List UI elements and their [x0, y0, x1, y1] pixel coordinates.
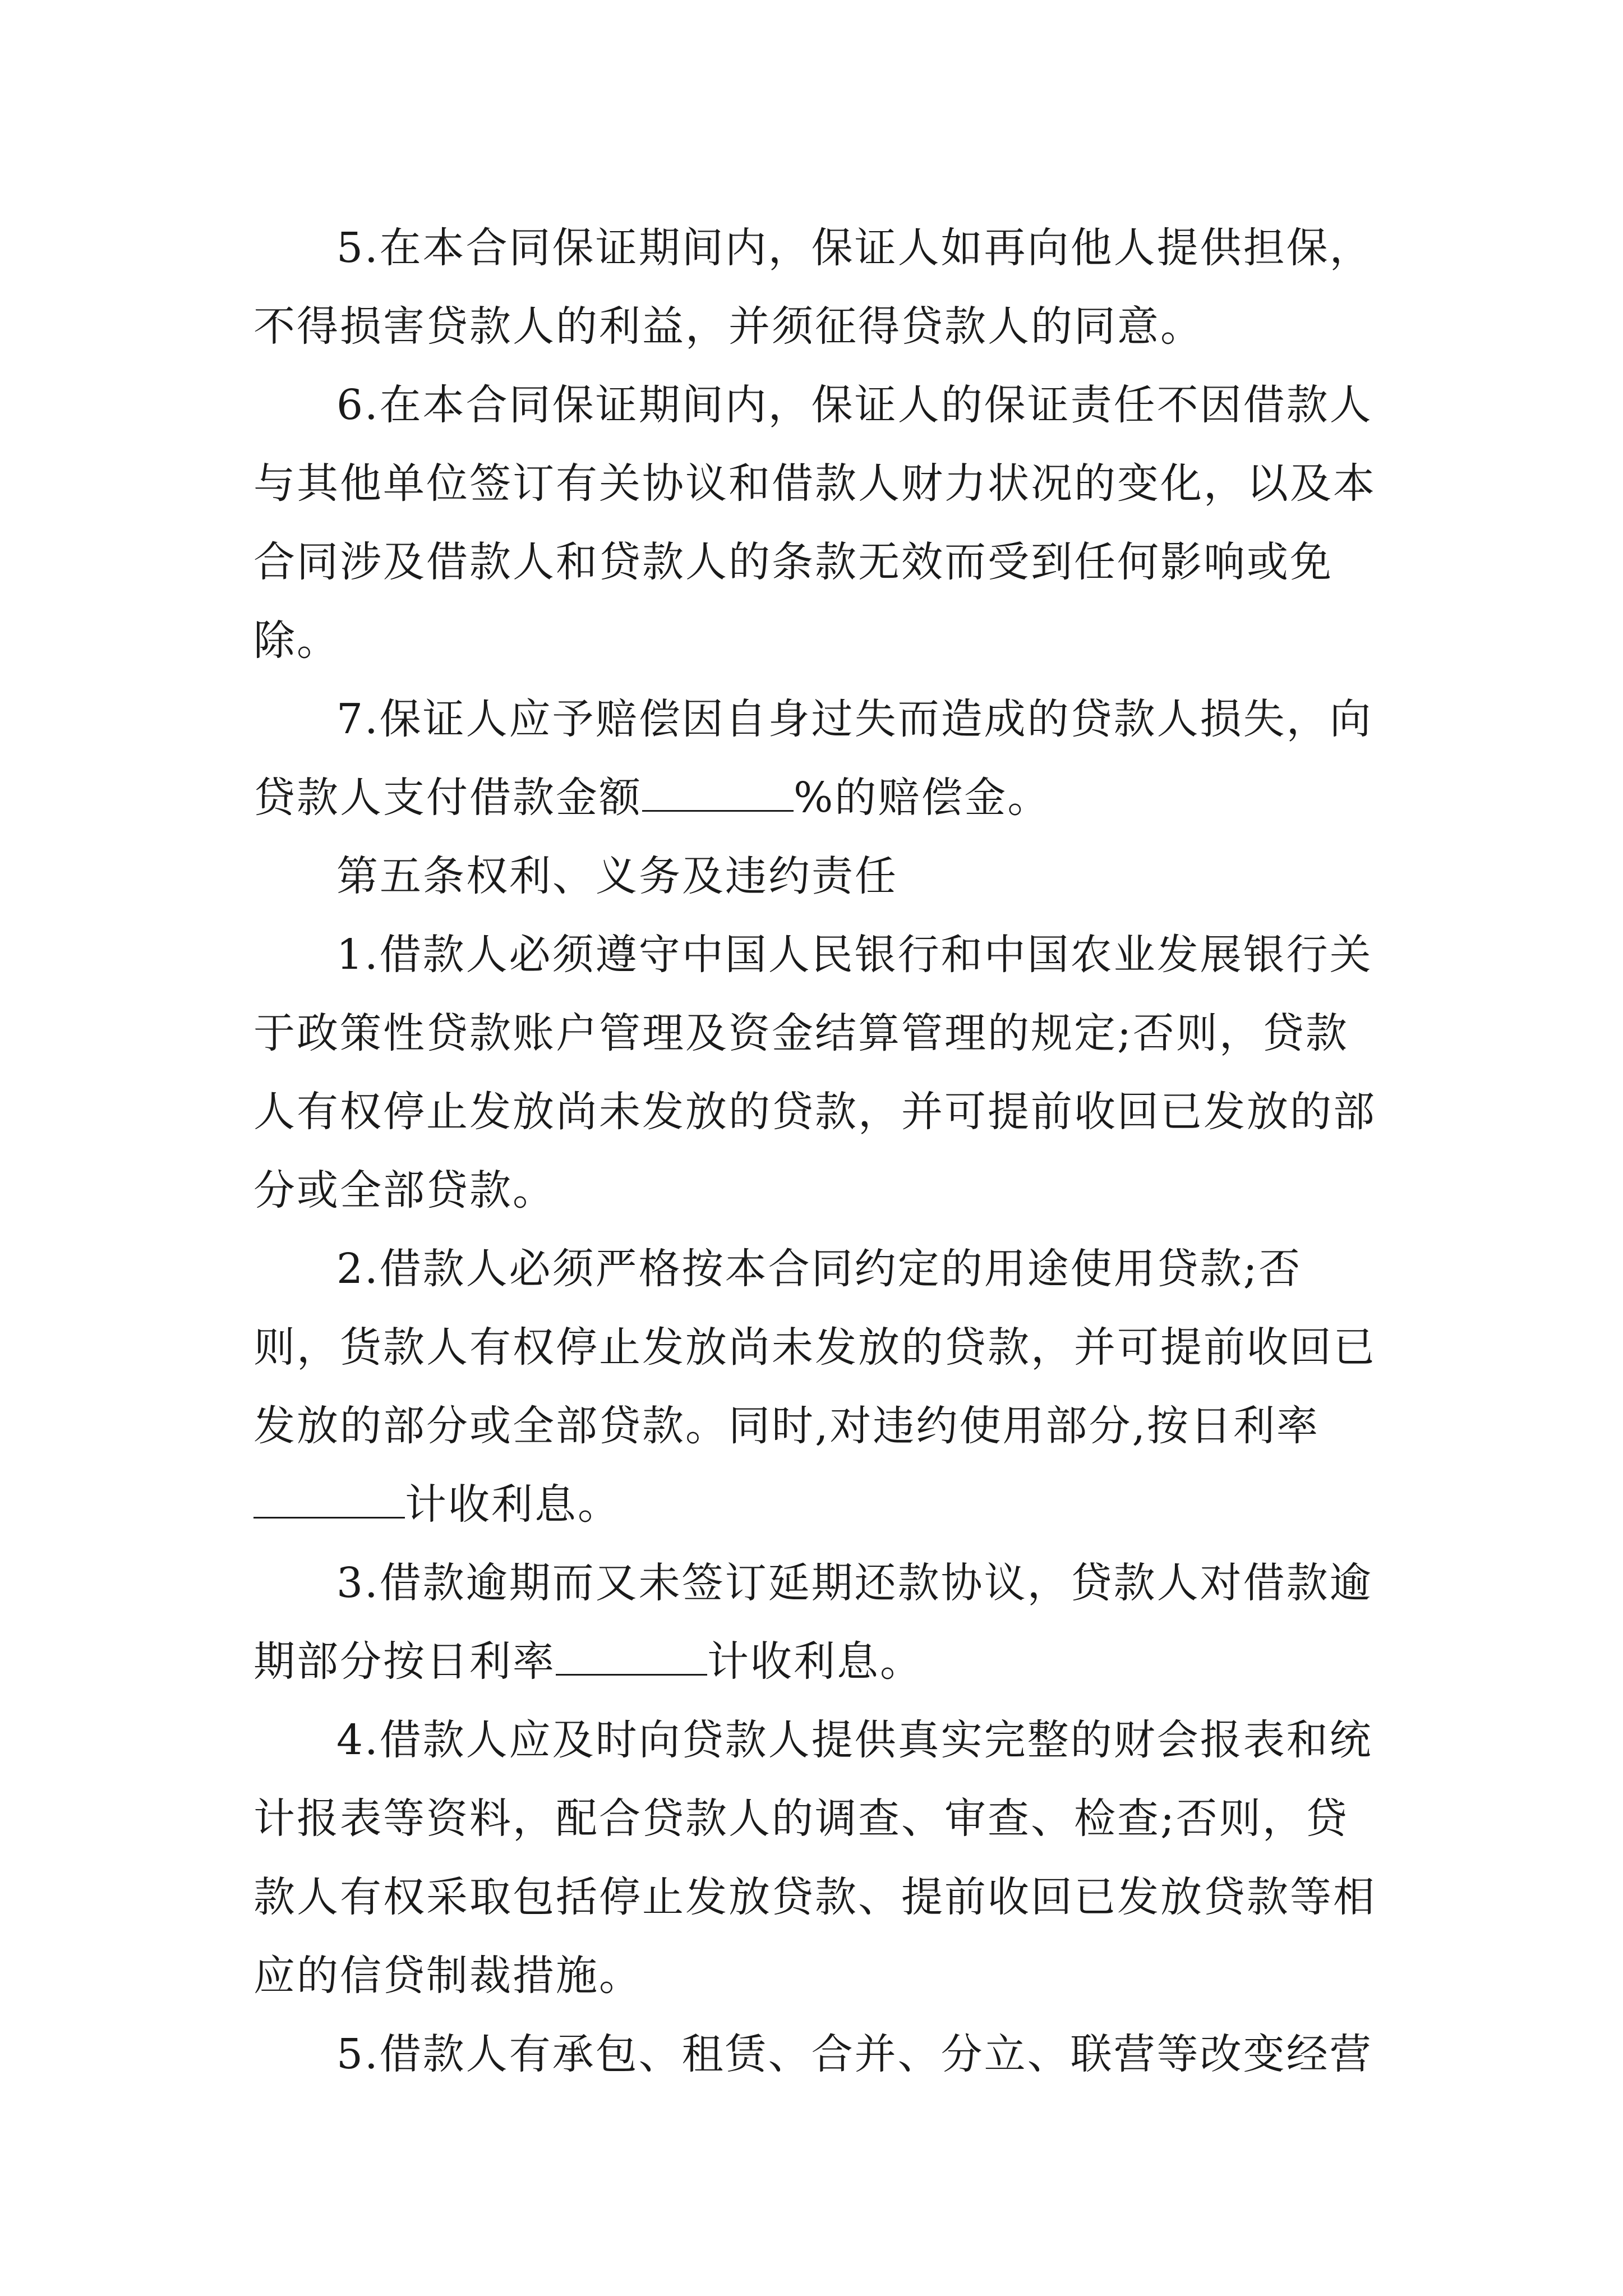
- clause-2-text-before: 2.借款人必须严格按本合同约定的用途使用贷款;否则，货款人有权停止发放尚未发放的贷款，并可提前收回已发放的部分或全部贷款。同时,对违约使用部分,按日利率: [253, 1245, 1376, 1450]
- guarantee-clause-7-text-before: 7.保证人应予赔偿因自身过失而造成的贷款人损失，向贷款人支付借款金额: [253, 695, 1373, 822]
- clause-1: [253, 915, 1381, 1230]
- clause-4: [253, 1701, 1381, 2015]
- misuse-daily-rate-blank: [253, 1482, 405, 1519]
- section-heading: [253, 837, 1381, 915]
- guarantee-clause-5-text: 5.在本合同保证期间内，保证人如再向他人提供担保，不得损害贷款人的利益，并须征得贷款人的同意。: [253, 224, 1373, 351]
- clause-3-text-before: 3.借款逾期而又未签订延期还款协议，贷款人对借款逾期部分按日利率: [253, 1559, 1373, 1686]
- clause-4-text: 4.借款人应及时向贷款人提供真实完整的财会报表和统计报表等资料，配合贷款人的调查、审查、检查;否则，贷款人有权采取包括停止发放贷款、提前收回已发放贷款等相应的信贷制裁措施。: [253, 1716, 1376, 2000]
- guarantee-clause-6-text: 6.在本合同保证期间内，保证人的保证责任不因借款人与其他单位签订有关协议和借款人财力状况的变化，以及本合同涉及借款人和贷款人的条款无效而受到任何影响或免除。: [253, 381, 1376, 665]
- clause-5: [253, 2015, 1381, 2093]
- clause-3-text-after: 计收利息。: [707, 1637, 923, 1686]
- document-page: [253, 209, 1381, 2093]
- clause-2: [253, 1230, 1381, 1544]
- overdue-daily-rate-blank: [556, 1639, 707, 1676]
- guarantee-clause-6: [253, 366, 1381, 680]
- clause-2-text-after: 计收利息。: [405, 1480, 621, 1529]
- compensation-rate-blank: [642, 775, 794, 812]
- guarantee-clause-7: [253, 680, 1381, 837]
- guarantee-clause-7-text-after: %的赔偿金。: [794, 774, 1051, 822]
- clause-3: [253, 1544, 1381, 1701]
- section-heading-text: 第五条权利、义务及违约责任: [336, 852, 898, 900]
- guarantee-clause-5: [253, 209, 1381, 366]
- clause-1-text: 1.借款人必须遵守中国人民银行和中国农业发展银行关于政策性贷款账户管理及资金结算管理的规定;否则，贷款人有权停止发放尚未发放的贷款，并可提前收回已发放的部分或全部贷款。: [253, 931, 1376, 1214]
- clause-5-text: 5.借款人有承包、租赁、合并、分立、联营等改变经营: [336, 2030, 1373, 2078]
